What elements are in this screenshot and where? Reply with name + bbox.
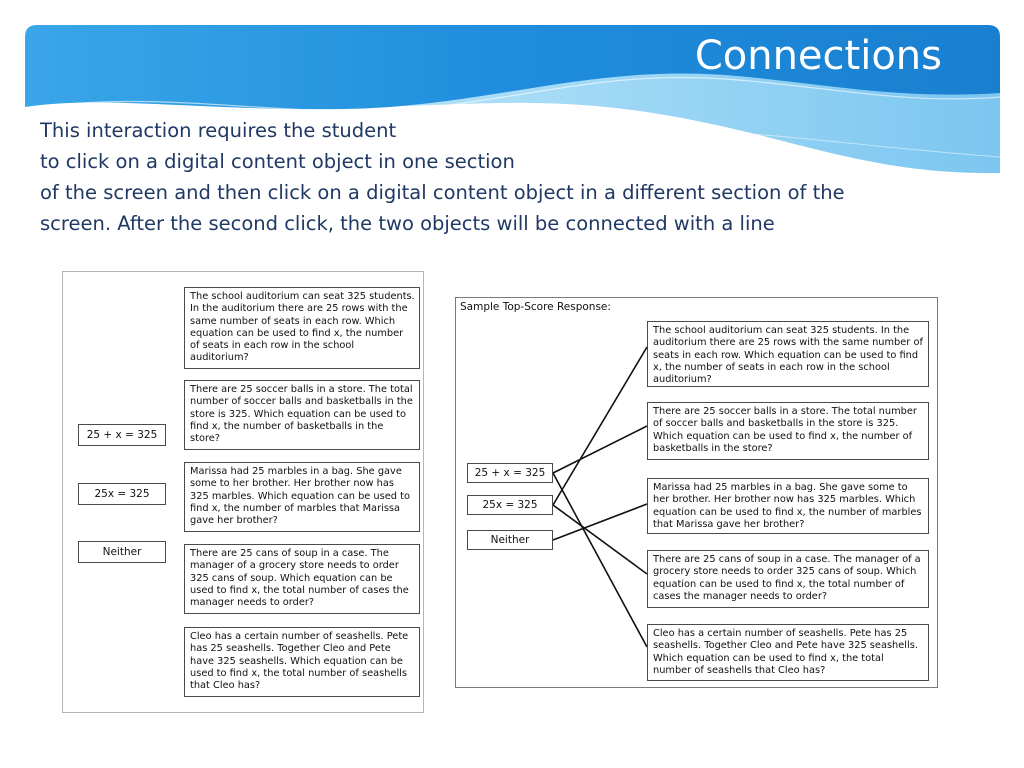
intro-line: of the screen and then click on a digital content object in a different section of the: [40, 181, 845, 204]
equation-option[interactable]: 25x = 325: [467, 495, 553, 515]
equation-option[interactable]: 25 + x = 325: [78, 424, 166, 446]
equation-option[interactable]: Neither: [78, 541, 166, 563]
question-card[interactable]: There are 25 cans of soup in a case. The manager of a grocery store needs to order 325 cans of soup. Which equation can be used to find x, the total number of cases the manager needs to order?: [647, 550, 929, 608]
intro-line: to click on a digital content object in one section: [40, 150, 515, 173]
equation-option[interactable]: Neither: [467, 530, 553, 550]
connection-line: [553, 426, 647, 473]
connection-line: [553, 347, 647, 505]
connection-line: [553, 473, 647, 647]
question-card[interactable]: There are 25 cans of soup in a case. The manager of a grocery store needs to order 325 cans of soup. Which equation can be used to find x, the total number of cases the manager needs to order?: [184, 544, 420, 614]
slide-title: Connections: [694, 33, 942, 79]
connection-line: [553, 505, 647, 574]
interaction-example-panel: [62, 271, 424, 713]
equation-option[interactable]: 25 + x = 325: [467, 463, 553, 483]
connection-line: [553, 504, 647, 540]
intro-paragraph: [40, 115, 980, 239]
question-card[interactable]: Cleo has a certain number of seashells. Pete has 25 seashells. Together Cleo and Pete have 325 seashells. Which equation can be used to find x, the total number of seashells that Cleo has?: [647, 624, 929, 681]
question-card[interactable]: There are 25 soccer balls in a store. The total number of soccer balls and basketballs in the store is 325. Which equation can be used to find x, the number of basketballs in the store?: [647, 402, 929, 460]
intro-line: This interaction requires the student: [40, 119, 397, 142]
sample-response-label: Sample Top-Score Response:: [460, 301, 611, 313]
question-card[interactable]: There are 25 soccer balls in a store. The total number of soccer balls and basketballs in the store is 325. Which equation can be used to find x, the number of basketballs in the store?: [184, 380, 420, 450]
question-card[interactable]: Marissa had 25 marbles in a bag. She gave some to her brother. Her brother now has 325 marbles. Which equation can be used to find x, the number of marbles that Marissa gave her brother?: [647, 478, 929, 534]
sample-response-panel: [455, 297, 938, 688]
question-card[interactable]: Marissa had 25 marbles in a bag. She gave some to her brother. Her brother now has 325 marbles. Which equation can be used to find x, the number of marbles that Marissa gave her brother?: [184, 462, 420, 532]
intro-line: screen. After the second click, the two objects will be connected with a line: [40, 212, 775, 235]
equation-option[interactable]: 25x = 325: [78, 483, 166, 505]
question-card[interactable]: The school auditorium can seat 325 students. In the auditorium there are 25 rows with the same number of seats in each row. Which equation can be used to find x, the number of seats in each row in the school auditorium?: [184, 287, 420, 369]
question-card[interactable]: The school auditorium can seat 325 students. In the auditorium there are 25 rows with the same number of seats in each row. Which equation can be used to find x, the number of seats in each row in the school auditorium?: [647, 321, 929, 387]
question-card[interactable]: Cleo has a certain number of seashells. Pete has 25 seashells. Together Cleo and Pete have 325 seashells. Which equation can be used to find x, the total number of seashells that Cleo has?: [184, 627, 420, 697]
